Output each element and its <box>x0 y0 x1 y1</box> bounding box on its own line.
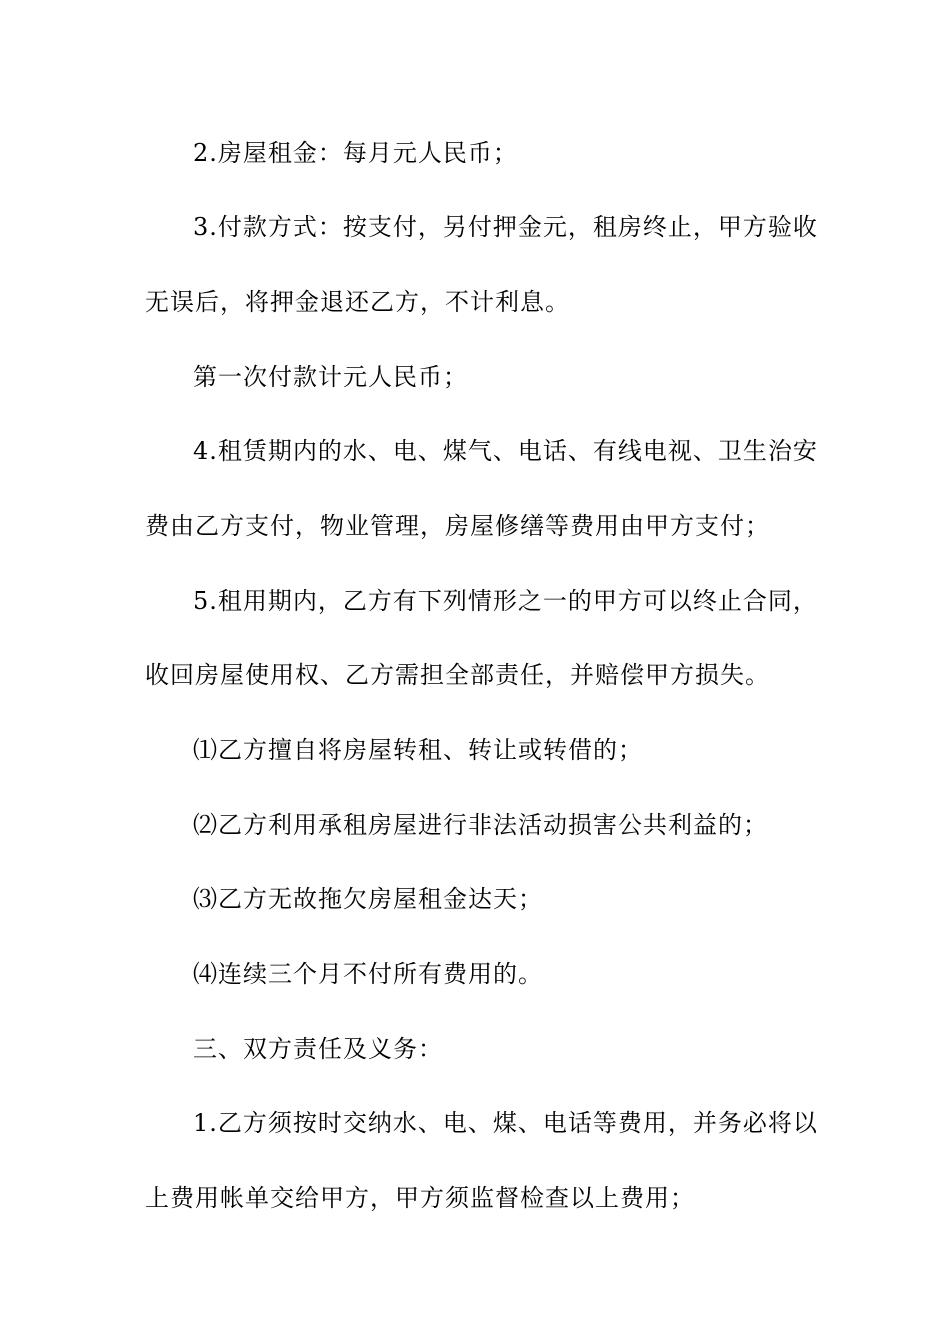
duty-1: 1.乙方须按时交纳水、电、煤、电话等费用，并务必将以 <box>193 1109 818 1137</box>
section-3-heading: 三、双方责任及义务： <box>193 1035 443 1063</box>
sub-item-1: ⑴乙方擅自将房屋转租、转让或转借的； <box>193 736 643 764</box>
clause-5-termination-cont: 收回房屋使用权、乙方需担全部责任，并赔偿甲方损失。 <box>145 661 770 689</box>
clause-4-utilities: 4.租赁期内的水、电、煤气、电话、有线电视、卫生治安 <box>193 437 818 465</box>
clause-3-payment: 3.付款方式：按支付，另付押金元，租房终止，甲方验收 <box>193 213 818 241</box>
sub-item-2: ⑵乙方利用承租房屋进行非法活动损害公共利益的； <box>193 811 768 839</box>
duty-1-cont: 上费用帐单交给甲方，甲方须监督检查以上费用； <box>145 1184 695 1212</box>
sub-item-4: ⑷连续三个月不付所有费用的。 <box>193 960 543 988</box>
clause-4-utilities-cont: 费由乙方支付，物业管理，房屋修缮等费用由甲方支付； <box>145 512 770 540</box>
clause-3-payment-cont: 无误后，将押金退还乙方，不计利息。 <box>145 288 570 316</box>
clause-5-termination: 5.租用期内，乙方有下列情形之一的甲方可以终止合同， <box>193 587 818 615</box>
first-payment: 第一次付款计元人民币； <box>193 363 468 391</box>
clause-2-rent: 2.房屋租金：每月元人民币； <box>193 139 518 167</box>
sub-item-3: ⑶乙方无故拖欠房屋租金达天； <box>193 885 543 913</box>
